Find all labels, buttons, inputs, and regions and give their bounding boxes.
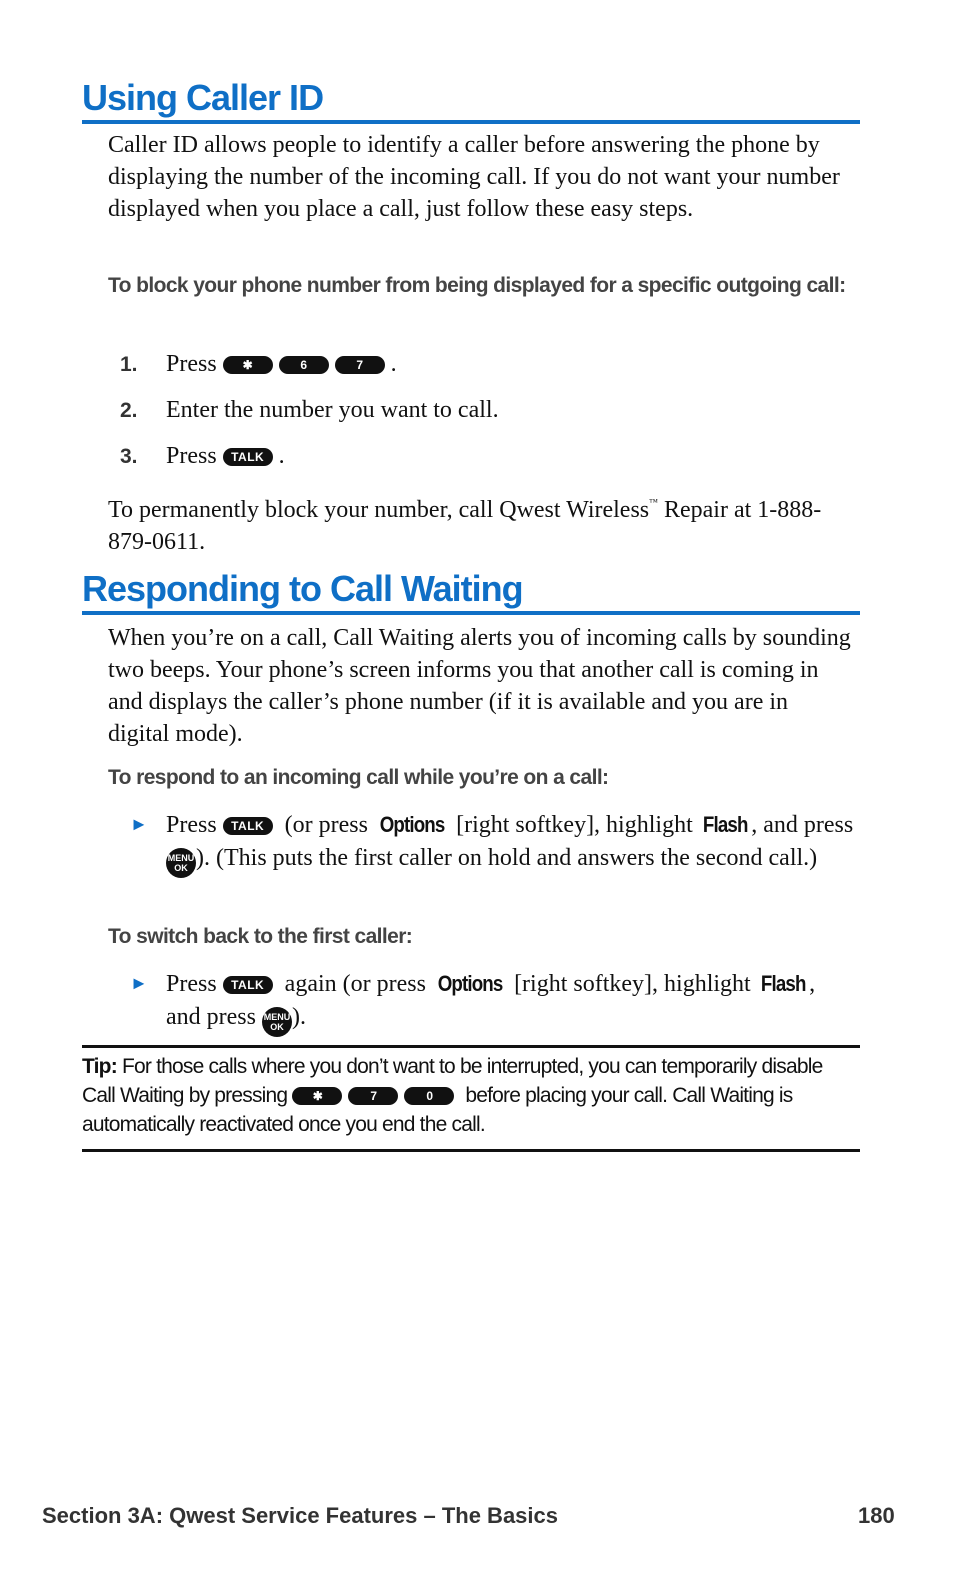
trademark-symbol: ™ bbox=[649, 497, 658, 507]
bullet-text: again (or press bbox=[278, 971, 432, 997]
footer-section-title: Section 3A: Qwest Service Features – The Basics bbox=[42, 1503, 559, 1528]
step-end: . bbox=[278, 443, 285, 469]
bullet-text: ). (This puts the first caller on hold and answers the second call.) bbox=[196, 845, 818, 871]
bullet-text: [right softkey], highlight bbox=[450, 812, 699, 838]
bullet-text: (or press bbox=[278, 812, 374, 838]
caller-id-intro: Caller ID allows people to identify a caller before answering the phone by displaying the number of the incoming call. If you do not want your number displayed when you place a call, just follow these easy steps. bbox=[108, 132, 840, 222]
switch-back-subhead: To switch back to the first caller: bbox=[108, 925, 413, 948]
menu-key-top: MENU bbox=[263, 1012, 291, 1022]
step-end: . bbox=[390, 351, 397, 377]
step-text: Enter the number you want to call. bbox=[166, 397, 499, 423]
permanent-block-post: Repair at 1-888-879-0611. bbox=[108, 497, 822, 555]
permanent-block-text bbox=[108, 486, 853, 558]
seven-key-icon: 7 bbox=[348, 1087, 398, 1105]
zero-key-icon: 0 bbox=[404, 1087, 454, 1105]
seven-key-icon: 7 bbox=[335, 356, 385, 374]
bullet-text: ). bbox=[291, 1004, 306, 1030]
section-title-call-waiting: Responding to Call Waiting bbox=[82, 567, 860, 615]
step-number: 3. bbox=[120, 445, 138, 468]
step-2 bbox=[120, 394, 855, 427]
step-text: Press bbox=[166, 351, 217, 377]
six-key-icon: 6 bbox=[279, 356, 329, 374]
flash-option-label: Flash bbox=[760, 971, 806, 996]
options-softkey-label: Options bbox=[437, 971, 503, 996]
step-number: 2. bbox=[120, 399, 138, 422]
bullet-text: [right softkey], highlight bbox=[508, 971, 757, 997]
step-text: Press bbox=[166, 443, 217, 469]
step-3 bbox=[120, 440, 855, 473]
tip-text: For those calls where you don’t want to be interrupted, you can temporarily disable Call Waiting by pressing bbox=[82, 1055, 823, 1107]
bullet-text: Press bbox=[166, 812, 217, 838]
respond-subhead: To respond to an incoming call while you’re on a call: bbox=[108, 766, 609, 789]
tip-label: Tip: bbox=[82, 1055, 117, 1078]
menu-key-bottom: OK bbox=[174, 863, 188, 873]
star-key-icon: ✱ bbox=[223, 356, 273, 374]
bullet-text: , and press bbox=[166, 971, 816, 1030]
call-waiting-intro: When you’re on a call, Call Waiting alerts you of incoming calls by sounding two beeps. Your phone’s screen informs you that another call is coming in and displays the caller’s phone number (if it is available and you are in digital mode). bbox=[108, 625, 851, 747]
menu-ok-key-icon bbox=[262, 1007, 292, 1037]
footer-page-number: 180 bbox=[858, 1503, 895, 1528]
menu-key-bottom: OK bbox=[270, 1022, 284, 1032]
permanent-block-pre: To permanently block your number, call Qwest Wireless bbox=[108, 497, 650, 523]
triangle-bullet-icon: ► bbox=[130, 814, 148, 834]
talk-key-icon: TALK bbox=[223, 976, 273, 994]
flash-option-label: Flash bbox=[702, 812, 748, 837]
block-number-subhead: To block your phone number from being displayed for a specific outgoing call: bbox=[108, 274, 846, 297]
tip-box bbox=[82, 1045, 860, 1152]
step-number: 1. bbox=[120, 353, 138, 376]
talk-key-icon: TALK bbox=[223, 448, 273, 466]
triangle-bullet-icon: ► bbox=[130, 973, 148, 993]
star-key-icon: ✱ bbox=[292, 1087, 342, 1105]
bullet-text: , and press bbox=[751, 812, 854, 838]
bullet-switch-back bbox=[130, 967, 855, 1037]
menu-ok-key-icon bbox=[166, 848, 196, 878]
options-softkey-label: Options bbox=[379, 812, 445, 837]
step-1 bbox=[120, 348, 855, 381]
bullet-respond bbox=[130, 808, 855, 878]
talk-key-icon: TALK bbox=[223, 817, 273, 835]
bullet-text: Press bbox=[166, 971, 217, 997]
menu-key-top: MENU bbox=[167, 853, 195, 863]
section-title-caller-id: Using Caller ID bbox=[82, 76, 860, 124]
tip-text: before placing your call. Call Waiting is automatically reactivated once you end the call. bbox=[82, 1084, 793, 1136]
